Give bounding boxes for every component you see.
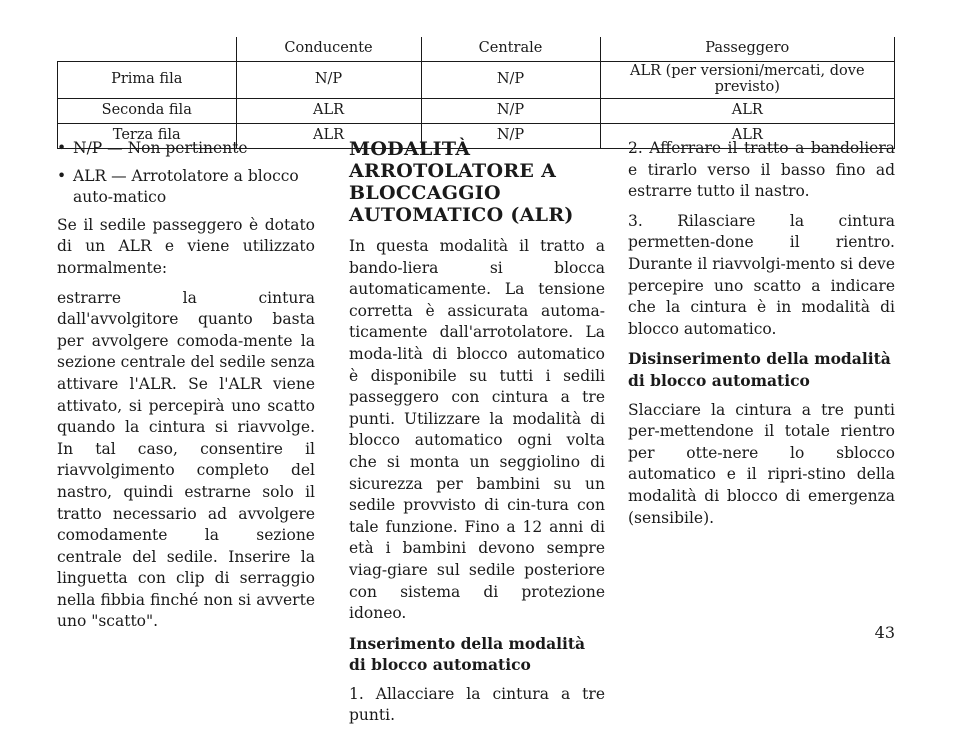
paragraph: estrarre la cintura dall'avvolgitore quanto basta per avvolgere comoda-mente la sezione centrale del sedile senza attivare l'ALR. Se l'ALR viene attivato, si percepirà uno scatto quando la cintura si riavvolge. In tal caso, consentire il riavvolgimento completo del nastro, quindi estrarne solo il tratto necessario ad avvolgere comodamente la sezione centrale del sedile. Inserire la linguetta con clip di serraggio nella fibbia finché non si avverte uno "scatto". (57, 288, 315, 631)
step-item: 3. Rilasciare la cintura permetten-done il rientro. Durante il riavvolgi-mento si deve percepire uno scatto a indicare che la cintura è in modalità di blocco automatico. (628, 211, 895, 338)
table-header-cell: Passeggero (600, 37, 895, 62)
table-cell: ALR (600, 123, 895, 148)
step-item: 1. Allacciare la cintura a tre punti. (349, 684, 605, 725)
table-cell: N/P (421, 123, 600, 148)
text-column-right (628, 138, 895, 537)
list-item: • ALR — Arrotolatore a blocco auto-matico (57, 166, 315, 209)
paragraph: In questa modalità il tratto a bando-liera si blocca automaticamente. La tensione corretta è assicurata automa-ticamente dall'arrotolatore. La moda-lità di blocco automatico è disponibile su tutti i sedili passeggero con cintura a tre punti. Utilizzare la modalità di blocco automatico ogni volta che si monta un seggiolino di sicurezza per bambini su un sedile provvisto di cin-tura con tale funzione. Fino a 12 anni di età i bambini devono sempre viag-giare sul sedile posteriore con sistema di protezione idoneo. (349, 237, 605, 623)
text-column-middle (349, 138, 605, 735)
table-cell: Terza fila (58, 123, 237, 148)
table-header-row (58, 37, 895, 62)
table-cell: N/P (421, 98, 600, 123)
page-number: 43 (874, 623, 895, 642)
subheading: Inserimento della modalità di blocco automatico (349, 633, 586, 675)
legend-list (57, 138, 315, 209)
table-header-cell: Centrale (421, 37, 600, 62)
table-header-cell (58, 37, 237, 62)
table-cell: Prima fila (58, 62, 237, 99)
subheading: Disinserimento della modalità di blocco automatico (628, 349, 891, 390)
table-row (58, 62, 895, 99)
table-row (58, 98, 895, 123)
table-cell: N/P (236, 62, 421, 99)
table-header-cell: Conducente (236, 37, 421, 62)
table-cell: ALR (236, 98, 421, 123)
table-cell: ALR (236, 123, 421, 148)
table-cell: ALR (600, 98, 895, 123)
text-column-left (57, 138, 315, 641)
step-item: 2. Afferrare il tratto a bandoliera e tirarlo verso il basso fino ad estrarre tutto il nastro. (628, 139, 895, 201)
table-cell: Seconda fila (58, 98, 237, 123)
paragraph: Se il sedile passeggero è dotato di un ALR e viene utilizzato normalmente: (57, 215, 315, 277)
list-item: • N/P — Non pertinente (57, 138, 315, 160)
table-cell: N/P (421, 62, 600, 99)
seat-belt-table (57, 37, 895, 149)
paragraph: Slacciare la cintura a tre punti per-mettendone il totale rientro per otte-nere lo sblocco automatico e il ripri-stino della modalità di blocco di emergenza (sensibile). (628, 400, 895, 527)
section-heading: MODALITÀ ARROTOLATORE A BLOCCAGGIO AUTOMATICO (ALR) (349, 138, 574, 226)
table-cell: ALR (per versioni/mercati, dove previsto) (600, 62, 895, 99)
